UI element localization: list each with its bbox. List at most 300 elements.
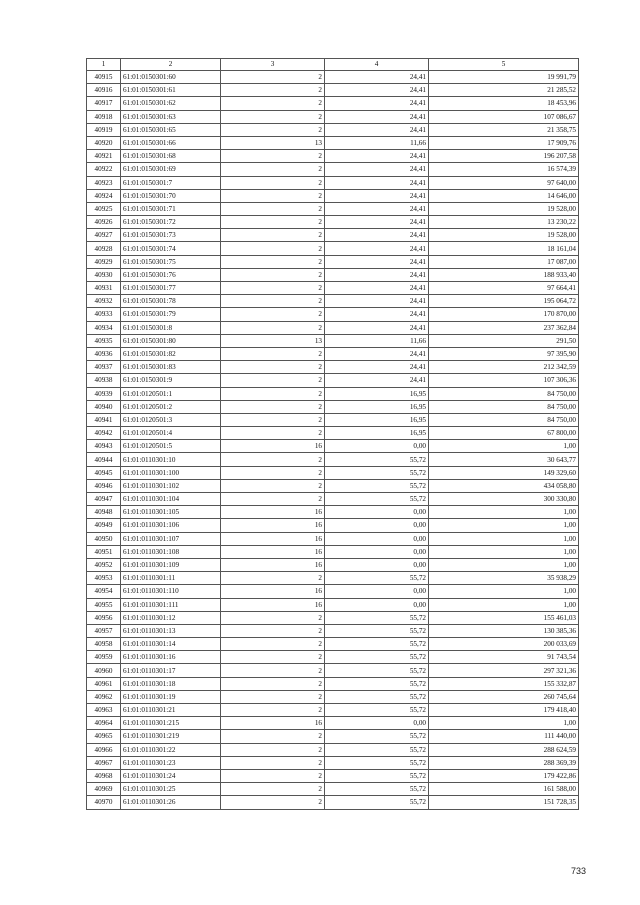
specific-value-cell: 24,41 [325, 282, 429, 295]
cadastral-number-cell: 61:01:0150301:9 [121, 374, 221, 387]
row-number-cell: 40957 [87, 624, 121, 637]
specific-value-cell: 11,66 [325, 334, 429, 347]
group-code-cell: 2 [221, 268, 325, 281]
specific-value-cell: 24,41 [325, 321, 429, 334]
group-code-cell: 2 [221, 387, 325, 400]
table-header-row [87, 59, 579, 71]
cadastral-value-cell: 97 395,90 [429, 347, 579, 360]
row-number-cell: 40931 [87, 282, 121, 295]
cadastral-number-cell: 61:01:0110301:110 [121, 585, 221, 598]
cadastral-number-cell: 61:01:0110301:21 [121, 704, 221, 717]
cadastral-number-cell: 61:01:0150301:72 [121, 216, 221, 229]
table-row [87, 730, 579, 743]
table-row [87, 295, 579, 308]
cadastral-value-cell: 288 369,39 [429, 756, 579, 769]
specific-value-cell: 11,66 [325, 136, 429, 149]
cadastral-number-cell: 61:01:0110301:100 [121, 466, 221, 479]
cadastral-number-cell: 61:01:0150301:83 [121, 361, 221, 374]
row-number-cell: 40933 [87, 308, 121, 321]
column-header-4: 4 [325, 59, 429, 71]
group-code-cell: 16 [221, 545, 325, 558]
specific-value-cell: 24,41 [325, 97, 429, 110]
row-number-cell: 40964 [87, 717, 121, 730]
table-row [87, 704, 579, 717]
group-code-cell: 2 [221, 664, 325, 677]
row-number-cell: 40969 [87, 783, 121, 796]
table-row [87, 97, 579, 110]
cadastral-number-cell: 61:01:0110301:17 [121, 664, 221, 677]
group-code-cell: 2 [221, 493, 325, 506]
table-row [87, 769, 579, 782]
table-row [87, 519, 579, 532]
table-row [87, 163, 579, 176]
group-code-cell: 16 [221, 585, 325, 598]
cadastral-number-cell: 61:01:0110301:25 [121, 783, 221, 796]
group-code-cell: 2 [221, 242, 325, 255]
specific-value-cell: 0,00 [325, 598, 429, 611]
table-row [87, 136, 579, 149]
row-number-cell: 40918 [87, 110, 121, 123]
specific-value-cell: 24,41 [325, 347, 429, 360]
cadastral-number-cell: 61:01:0110301:16 [121, 651, 221, 664]
table-row [87, 347, 579, 360]
table-row [87, 558, 579, 571]
table-row [87, 361, 579, 374]
row-number-cell: 40949 [87, 519, 121, 532]
row-number-cell: 40963 [87, 704, 121, 717]
row-number-cell: 40921 [87, 150, 121, 163]
row-number-cell: 40955 [87, 598, 121, 611]
specific-value-cell: 55,72 [325, 651, 429, 664]
table-row [87, 638, 579, 651]
row-number-cell: 40922 [87, 163, 121, 176]
row-number-cell: 40947 [87, 493, 121, 506]
group-code-cell: 2 [221, 110, 325, 123]
table-row [87, 387, 579, 400]
row-number-cell: 40959 [87, 651, 121, 664]
row-number-cell: 40936 [87, 347, 121, 360]
row-number-cell: 40920 [87, 136, 121, 149]
specific-value-cell: 24,41 [325, 216, 429, 229]
group-code-cell: 2 [221, 84, 325, 97]
table-row [87, 743, 579, 756]
table-row [87, 268, 579, 281]
table-row [87, 585, 579, 598]
cadastral-value-cell: 19 991,79 [429, 71, 579, 84]
cadastral-value-table [86, 58, 579, 810]
row-number-cell: 40924 [87, 189, 121, 202]
cadastral-value-cell: 18 161,04 [429, 242, 579, 255]
table-row [87, 796, 579, 809]
row-number-cell: 40932 [87, 295, 121, 308]
cadastral-number-cell: 61:01:0120501:4 [121, 427, 221, 440]
specific-value-cell: 0,00 [325, 545, 429, 558]
cadastral-value-cell: 35 938,29 [429, 572, 579, 585]
cadastral-value-cell: 1,00 [429, 717, 579, 730]
row-number-cell: 40919 [87, 123, 121, 136]
cadastral-value-cell: 17 909,76 [429, 136, 579, 149]
cadastral-value-cell: 67 800,00 [429, 427, 579, 440]
table-row [87, 493, 579, 506]
row-number-cell: 40954 [87, 585, 121, 598]
specific-value-cell: 55,72 [325, 730, 429, 743]
cadastral-number-cell: 61:01:0110301:22 [121, 743, 221, 756]
row-number-cell: 40937 [87, 361, 121, 374]
specific-value-cell: 24,41 [325, 123, 429, 136]
cadastral-number-cell: 61:01:0110301:107 [121, 532, 221, 545]
cadastral-number-cell: 61:01:0110301:10 [121, 453, 221, 466]
row-number-cell: 40925 [87, 202, 121, 215]
cadastral-value-cell: 188 933,40 [429, 268, 579, 281]
specific-value-cell: 24,41 [325, 229, 429, 242]
group-code-cell: 2 [221, 71, 325, 84]
table-row [87, 334, 579, 347]
cadastral-value-cell: 107 086,67 [429, 110, 579, 123]
cadastral-number-cell: 61:01:0110301:105 [121, 506, 221, 519]
cadastral-value-cell: 434 058,80 [429, 479, 579, 492]
row-number-cell: 40956 [87, 611, 121, 624]
cadastral-value-cell: 19 528,00 [429, 202, 579, 215]
cadastral-number-cell: 61:01:0150301:69 [121, 163, 221, 176]
specific-value-cell: 0,00 [325, 506, 429, 519]
row-number-cell: 40940 [87, 400, 121, 413]
cadastral-value-cell: 1,00 [429, 519, 579, 532]
cadastral-number-cell: 61:01:0110301:14 [121, 638, 221, 651]
specific-value-cell: 55,72 [325, 690, 429, 703]
table-row [87, 427, 579, 440]
cadastral-value-cell: 21 285,52 [429, 84, 579, 97]
specific-value-cell: 0,00 [325, 717, 429, 730]
group-code-cell: 2 [221, 374, 325, 387]
row-number-cell: 40926 [87, 216, 121, 229]
specific-value-cell: 55,72 [325, 677, 429, 690]
cadastral-number-cell: 61:01:0110301:215 [121, 717, 221, 730]
page-number: 733 [570, 866, 586, 876]
specific-value-cell: 24,41 [325, 110, 429, 123]
specific-value-cell: 55,72 [325, 611, 429, 624]
specific-value-cell: 24,41 [325, 202, 429, 215]
group-code-cell: 2 [221, 651, 325, 664]
row-number-cell: 40965 [87, 730, 121, 743]
row-number-cell: 40939 [87, 387, 121, 400]
cadastral-number-cell: 61:01:0150301:63 [121, 110, 221, 123]
cadastral-value-cell: 130 385,36 [429, 624, 579, 637]
table-row [87, 545, 579, 558]
group-code-cell: 16 [221, 519, 325, 532]
specific-value-cell: 55,72 [325, 466, 429, 479]
table-row [87, 413, 579, 426]
specific-value-cell: 55,72 [325, 572, 429, 585]
cadastral-number-cell: 61:01:0110301:111 [121, 598, 221, 611]
specific-value-cell: 55,72 [325, 624, 429, 637]
table-row [87, 282, 579, 295]
group-code-cell: 16 [221, 558, 325, 571]
table-row [87, 216, 579, 229]
group-code-cell: 2 [221, 677, 325, 690]
group-code-cell: 2 [221, 730, 325, 743]
group-code-cell: 2 [221, 704, 325, 717]
specific-value-cell: 16,95 [325, 387, 429, 400]
cadastral-value-cell: 1,00 [429, 532, 579, 545]
cadastral-number-cell: 61:01:0110301:108 [121, 545, 221, 558]
group-code-cell: 2 [221, 783, 325, 796]
table-row [87, 677, 579, 690]
group-code-cell: 2 [221, 282, 325, 295]
cadastral-value-cell: 84 750,00 [429, 413, 579, 426]
cadastral-number-cell: 61:01:0110301:13 [121, 624, 221, 637]
group-code-cell: 2 [221, 611, 325, 624]
cadastral-value-cell: 155 461,03 [429, 611, 579, 624]
table-row [87, 229, 579, 242]
cadastral-number-cell: 61:01:0150301:70 [121, 189, 221, 202]
specific-value-cell: 24,41 [325, 242, 429, 255]
row-number-cell: 40961 [87, 677, 121, 690]
table-row [87, 756, 579, 769]
cadastral-value-cell: 288 624,59 [429, 743, 579, 756]
specific-value-cell: 24,41 [325, 176, 429, 189]
table-row [87, 71, 579, 84]
group-code-cell: 16 [221, 598, 325, 611]
cadastral-value-cell: 107 306,36 [429, 374, 579, 387]
column-header-1: 1 [87, 59, 121, 71]
table-row [87, 532, 579, 545]
cadastral-number-cell: 61:01:0150301:75 [121, 255, 221, 268]
specific-value-cell: 24,41 [325, 71, 429, 84]
row-number-cell: 40916 [87, 84, 121, 97]
row-number-cell: 40923 [87, 176, 121, 189]
row-number-cell: 40953 [87, 572, 121, 585]
row-number-cell: 40967 [87, 756, 121, 769]
table-row [87, 123, 579, 136]
group-code-cell: 2 [221, 216, 325, 229]
group-code-cell: 2 [221, 189, 325, 202]
cadastral-number-cell: 61:01:0150301:62 [121, 97, 221, 110]
row-number-cell: 40942 [87, 427, 121, 440]
cadastral-number-cell: 61:01:0120501:1 [121, 387, 221, 400]
column-header-3: 3 [221, 59, 325, 71]
cadastral-value-cell: 30 643,77 [429, 453, 579, 466]
table-row [87, 189, 579, 202]
cadastral-value-cell: 14 646,00 [429, 189, 579, 202]
specific-value-cell: 24,41 [325, 150, 429, 163]
table-row [87, 440, 579, 453]
table-row [87, 308, 579, 321]
group-code-cell: 16 [221, 717, 325, 730]
cadastral-number-cell: 61:01:0110301:104 [121, 493, 221, 506]
group-code-cell: 2 [221, 756, 325, 769]
cadastral-value-cell: 1,00 [429, 506, 579, 519]
row-number-cell: 40968 [87, 769, 121, 782]
cadastral-number-cell: 61:01:0120501:2 [121, 400, 221, 413]
cadastral-number-cell: 61:01:0120501:5 [121, 440, 221, 453]
cadastral-number-cell: 61:01:0110301:24 [121, 769, 221, 782]
cadastral-value-cell: 13 230,22 [429, 216, 579, 229]
specific-value-cell: 55,72 [325, 453, 429, 466]
cadastral-number-cell: 61:01:0150301:73 [121, 229, 221, 242]
cadastral-number-cell: 61:01:0150301:65 [121, 123, 221, 136]
group-code-cell: 2 [221, 150, 325, 163]
row-number-cell: 40935 [87, 334, 121, 347]
row-number-cell: 40945 [87, 466, 121, 479]
cadastral-value-cell: 97 640,00 [429, 176, 579, 189]
cadastral-number-cell: 61:01:0110301:11 [121, 572, 221, 585]
specific-value-cell: 0,00 [325, 585, 429, 598]
row-number-cell: 40915 [87, 71, 121, 84]
table-row [87, 506, 579, 519]
cadastral-number-cell: 61:01:0110301:219 [121, 730, 221, 743]
row-number-cell: 40928 [87, 242, 121, 255]
row-number-cell: 40941 [87, 413, 121, 426]
table-row [87, 572, 579, 585]
cadastral-value-cell: 151 728,35 [429, 796, 579, 809]
cadastral-value-cell: 91 743,54 [429, 651, 579, 664]
cadastral-value-cell: 260 745,64 [429, 690, 579, 703]
row-number-cell: 40958 [87, 638, 121, 651]
cadastral-value-cell: 1,00 [429, 545, 579, 558]
specific-value-cell: 55,72 [325, 783, 429, 796]
cadastral-number-cell: 61:01:0150301:82 [121, 347, 221, 360]
group-code-cell: 2 [221, 400, 325, 413]
cadastral-number-cell: 61:01:0150301:8 [121, 321, 221, 334]
table-row [87, 374, 579, 387]
cadastral-value-cell: 19 528,00 [429, 229, 579, 242]
cadastral-number-cell: 61:01:0150301:71 [121, 202, 221, 215]
table-row [87, 717, 579, 730]
row-number-cell: 40951 [87, 545, 121, 558]
cadastral-number-cell: 61:01:0120501:3 [121, 413, 221, 426]
table-row [87, 242, 579, 255]
table-row [87, 176, 579, 189]
row-number-cell: 40938 [87, 374, 121, 387]
group-code-cell: 2 [221, 690, 325, 703]
cadastral-value-cell: 291,50 [429, 334, 579, 347]
table-body [87, 71, 579, 810]
specific-value-cell: 55,72 [325, 479, 429, 492]
group-code-cell: 2 [221, 308, 325, 321]
table-row [87, 611, 579, 624]
cadastral-number-cell: 61:01:0150301:60 [121, 71, 221, 84]
cadastral-number-cell: 61:01:0150301:7 [121, 176, 221, 189]
specific-value-cell: 16,95 [325, 413, 429, 426]
group-code-cell: 13 [221, 334, 325, 347]
table-row [87, 651, 579, 664]
group-code-cell: 2 [221, 255, 325, 268]
column-header-2: 2 [121, 59, 221, 71]
cadastral-value-cell: 17 087,00 [429, 255, 579, 268]
specific-value-cell: 55,72 [325, 664, 429, 677]
group-code-cell: 2 [221, 479, 325, 492]
group-code-cell: 16 [221, 440, 325, 453]
table-row [87, 321, 579, 334]
cadastral-value-cell: 155 332,87 [429, 677, 579, 690]
group-code-cell: 2 [221, 97, 325, 110]
group-code-cell: 2 [221, 796, 325, 809]
cadastral-number-cell: 61:01:0110301:18 [121, 677, 221, 690]
column-header-5: 5 [429, 59, 579, 71]
group-code-cell: 2 [221, 769, 325, 782]
specific-value-cell: 24,41 [325, 163, 429, 176]
cadastral-number-cell: 61:01:0150301:78 [121, 295, 221, 308]
specific-value-cell: 24,41 [325, 361, 429, 374]
cadastral-value-cell: 212 342,59 [429, 361, 579, 374]
cadastral-value-cell: 1,00 [429, 558, 579, 571]
specific-value-cell: 55,72 [325, 756, 429, 769]
row-number-cell: 40952 [87, 558, 121, 571]
cadastral-number-cell: 61:01:0150301:66 [121, 136, 221, 149]
table-row [87, 150, 579, 163]
cadastral-value-cell: 21 358,75 [429, 123, 579, 136]
specific-value-cell: 0,00 [325, 440, 429, 453]
cadastral-value-cell: 97 664,41 [429, 282, 579, 295]
table-row [87, 84, 579, 97]
cadastral-value-cell: 237 362,84 [429, 321, 579, 334]
cadastral-value-cell: 300 330,80 [429, 493, 579, 506]
cadastral-value-cell: 161 588,00 [429, 783, 579, 796]
specific-value-cell: 55,72 [325, 638, 429, 651]
cadastral-number-cell: 61:01:0150301:80 [121, 334, 221, 347]
specific-value-cell: 55,72 [325, 704, 429, 717]
row-number-cell: 40970 [87, 796, 121, 809]
specific-value-cell: 24,41 [325, 295, 429, 308]
specific-value-cell: 0,00 [325, 558, 429, 571]
row-number-cell: 40934 [87, 321, 121, 334]
cadastral-number-cell: 61:01:0150301:68 [121, 150, 221, 163]
specific-value-cell: 24,41 [325, 189, 429, 202]
cadastral-value-cell: 196 207,58 [429, 150, 579, 163]
group-code-cell: 2 [221, 624, 325, 637]
row-number-cell: 40946 [87, 479, 121, 492]
group-code-cell: 2 [221, 453, 325, 466]
table-row [87, 598, 579, 611]
specific-value-cell: 24,41 [325, 308, 429, 321]
table-row [87, 690, 579, 703]
group-code-cell: 2 [221, 427, 325, 440]
cadastral-value-cell: 297 321,36 [429, 664, 579, 677]
cadastral-number-cell: 61:01:0110301:26 [121, 796, 221, 809]
specific-value-cell: 24,41 [325, 84, 429, 97]
cadastral-number-cell: 61:01:0110301:12 [121, 611, 221, 624]
table-row [87, 400, 579, 413]
table-row [87, 453, 579, 466]
cadastral-number-cell: 61:01:0150301:74 [121, 242, 221, 255]
cadastral-value-cell: 1,00 [429, 440, 579, 453]
specific-value-cell: 16,95 [325, 427, 429, 440]
group-code-cell: 2 [221, 361, 325, 374]
table-row [87, 624, 579, 637]
cadastral-number-cell: 61:01:0150301:77 [121, 282, 221, 295]
table-row [87, 479, 579, 492]
row-number-cell: 40962 [87, 690, 121, 703]
specific-value-cell: 24,41 [325, 255, 429, 268]
cadastral-number-cell: 61:01:0150301:76 [121, 268, 221, 281]
row-number-cell: 40927 [87, 229, 121, 242]
row-number-cell: 40948 [87, 506, 121, 519]
group-code-cell: 2 [221, 295, 325, 308]
cadastral-number-cell: 61:01:0110301:106 [121, 519, 221, 532]
specific-value-cell: 16,95 [325, 400, 429, 413]
table-row [87, 202, 579, 215]
specific-value-cell: 55,72 [325, 493, 429, 506]
cadastral-value-cell: 149 329,60 [429, 466, 579, 479]
group-code-cell: 2 [221, 176, 325, 189]
cadastral-value-cell: 170 870,00 [429, 308, 579, 321]
cadastral-value-cell: 84 750,00 [429, 387, 579, 400]
specific-value-cell: 55,72 [325, 796, 429, 809]
group-code-cell: 16 [221, 506, 325, 519]
row-number-cell: 40966 [87, 743, 121, 756]
row-number-cell: 40930 [87, 268, 121, 281]
group-code-cell: 2 [221, 638, 325, 651]
